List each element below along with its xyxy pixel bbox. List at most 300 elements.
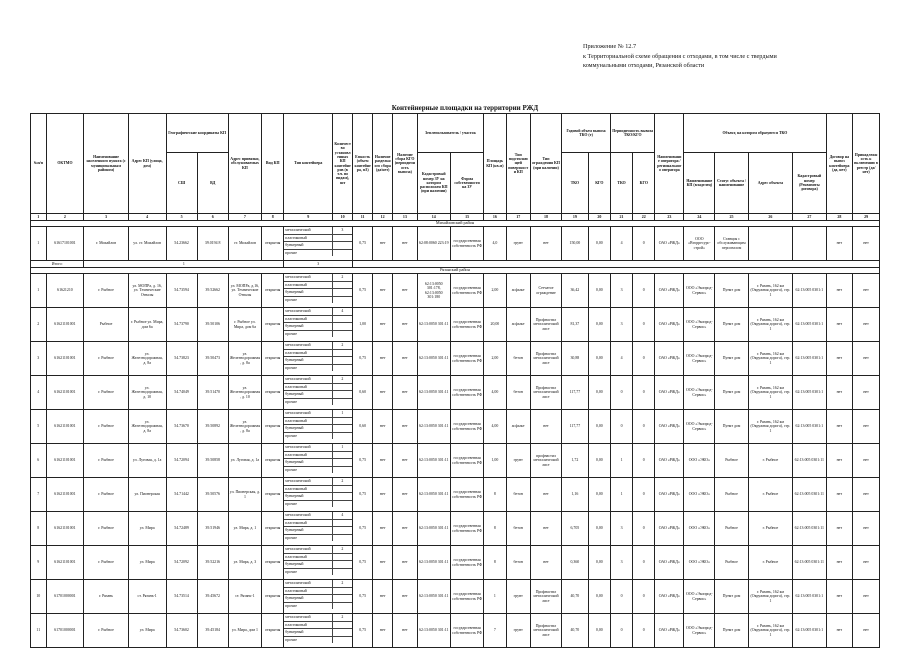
- row-settlement: г. Рыбное: [84, 546, 128, 580]
- column-number: 3: [84, 214, 128, 221]
- row-oktmo: 61621101001: [46, 444, 84, 478]
- row-surface: бетон: [506, 512, 530, 546]
- row-latitude: 54.73602: [166, 614, 197, 648]
- container-count: [332, 622, 353, 629]
- col-operator-header: Наименование оператора / регионального оператора: [655, 114, 684, 214]
- column-number: 4: [128, 214, 166, 221]
- col-tko-header: ТКО: [562, 153, 589, 214]
- container-type-label: металлический: [285, 411, 311, 416]
- row-tko: 81,37: [562, 308, 589, 342]
- table-row: [31, 512, 880, 546]
- container-type-line: [284, 357, 352, 365]
- container-type-line: [284, 452, 352, 460]
- row-contract: 62:13:005 0301:11: [793, 444, 826, 478]
- row-kgo: 0,00: [588, 342, 610, 376]
- container-type-line: [284, 376, 352, 384]
- container-type-list: [284, 376, 353, 410]
- row-source-address: г. Рыбное: [748, 512, 792, 546]
- container-type-line: [284, 274, 352, 282]
- container-type-label: пластиковый: [285, 452, 307, 457]
- row-ownership: государственная собственность РФ: [450, 342, 483, 376]
- row-tko: 117,77: [562, 376, 589, 410]
- row-period-kgo: 0: [633, 376, 655, 410]
- row-source-type: Рыбное: [715, 512, 748, 546]
- container-count: [332, 603, 353, 610]
- total-rest: [353, 261, 880, 268]
- row-separate: нет: [393, 308, 417, 342]
- col-lon-header: ВД: [197, 153, 228, 214]
- row-kgm: нет: [373, 308, 393, 342]
- container-type-label: прочие: [285, 433, 297, 438]
- container-count: [332, 637, 353, 644]
- column-number: 8: [262, 214, 284, 221]
- row-number: 1: [31, 274, 47, 308]
- row-cadastre: 62:13:0050 301:11: [417, 478, 450, 512]
- container-count: 2: [332, 546, 353, 553]
- column-number: 1: [31, 214, 47, 221]
- row-owner: ООО «Экопрод-Сервис»: [684, 410, 715, 444]
- container-type-label: бункерный: [285, 460, 304, 465]
- row-contract: 62:13:005 0301:11: [793, 478, 826, 512]
- container-type-list: [284, 546, 353, 580]
- container-type-line: [284, 444, 352, 452]
- row-operator: ОАО «РЖД»: [655, 274, 684, 308]
- container-type-line: [284, 331, 352, 338]
- row-surface: грунт: [506, 444, 530, 478]
- row-number: 5: [31, 410, 47, 444]
- col-source-address-header: Адрес объекта: [748, 153, 792, 214]
- col-oktmo-header: ОКТМО: [46, 114, 84, 214]
- column-number: 25: [715, 214, 748, 221]
- table-row: [31, 308, 880, 342]
- container-type-line: [284, 242, 352, 250]
- container-count: 2: [332, 274, 353, 281]
- container-type-line: [284, 384, 352, 392]
- row-period-tko: 4: [610, 227, 632, 261]
- col-volume-header: Емкость (объем контейнера, м3): [353, 114, 373, 214]
- row-ownership: государственная собственность РФ: [450, 274, 483, 308]
- col-location-header: Адрес привязки, обслуживаемых КП: [228, 114, 261, 214]
- row-ownership: государственная собственность РФ: [450, 308, 483, 342]
- column-number: 27: [793, 214, 826, 221]
- total-containers: 3: [284, 261, 353, 268]
- container-type-label: прочие: [285, 331, 297, 336]
- container-type-label: металлический: [285, 309, 311, 314]
- container-type-line: [284, 614, 352, 622]
- row-number: 3: [31, 342, 47, 376]
- document-annex-note: [583, 42, 883, 71]
- row-longitude: 39.50892: [197, 410, 228, 444]
- row-kgm: нет: [373, 580, 393, 614]
- row-surface: бетон: [506, 546, 530, 580]
- container-type-line: [284, 425, 352, 433]
- table-row: [31, 580, 880, 614]
- row-oktmo: 61621101001: [46, 308, 84, 342]
- row-source-type: Пункт дом: [715, 274, 748, 308]
- container-type-label: бункерный: [285, 494, 304, 499]
- column-number: 13: [393, 214, 417, 221]
- row-separate: нет: [393, 410, 417, 444]
- container-type-label: металлический: [285, 445, 311, 450]
- container-type-label: прочие: [285, 399, 297, 404]
- row-address: ул. Пионерская: [128, 478, 166, 512]
- column-number: 7: [228, 214, 261, 221]
- row-doc-kp: нет: [826, 274, 853, 308]
- row-kgo: 0,00: [588, 308, 610, 342]
- column-number: 16: [484, 214, 506, 221]
- column-number: 24: [684, 214, 715, 221]
- row-cadastre: 62:08:0060 223:19: [417, 227, 450, 261]
- row-tko: 1,16: [562, 478, 589, 512]
- row-ownership: государственная собственность РФ: [450, 546, 483, 580]
- row-latitude: 54.73594: [166, 274, 197, 308]
- row-separate: нет: [393, 546, 417, 580]
- row-location: г. Рыбное ул. Мира, дом 6а: [228, 308, 261, 342]
- row-fence: нет: [530, 478, 561, 512]
- container-type-label: металлический: [285, 275, 311, 280]
- container-type-line: [284, 554, 352, 562]
- row-doc-reg: нет: [853, 308, 880, 342]
- row-operator: ОАО «РЖД»: [655, 512, 684, 546]
- container-count: [332, 235, 353, 242]
- row-owner: ООО «Экопрод-Сервис»: [684, 580, 715, 614]
- row-surface: бетон: [506, 342, 530, 376]
- row-area: 1: [484, 580, 506, 614]
- column-number: 5: [166, 214, 197, 221]
- row-kgm: нет: [373, 478, 393, 512]
- row-cadastre: 62:13:0050 301:11: [417, 546, 450, 580]
- row-address: ул. Железнодорожная, д. 8а: [128, 410, 166, 444]
- row-source-address: г. Рязань, 162 км (Окружная дорога), стр. 1: [748, 342, 792, 376]
- row-latitude: 54.74049: [166, 376, 197, 410]
- row-surface: грунт: [506, 227, 530, 261]
- row-source-address: г. Рязань, 162 км (Окружная дорога), стр. 1: [748, 376, 792, 410]
- container-type-label: бункерный: [285, 596, 304, 601]
- col-cadastre-header: Кадастровый номер ЗУ на котором расположен КП (при наличии): [417, 153, 450, 214]
- container-type-line: [284, 580, 352, 588]
- row-source-address: г. Рыбное: [748, 478, 792, 512]
- container-count: 4: [332, 308, 353, 315]
- row-address: ул. Железнодорожная, д. 10: [128, 376, 166, 410]
- column-number: 12: [373, 214, 393, 221]
- container-type-label: пластиковый: [285, 418, 307, 423]
- container-type-line: [284, 289, 352, 297]
- row-cadastre: 62:13:0050 301:11: [417, 614, 450, 648]
- container-type-line: [284, 486, 352, 494]
- row-kgo: 0,00: [588, 580, 610, 614]
- container-type-line: [284, 493, 352, 501]
- row-period-tko: 0: [610, 614, 632, 648]
- row-kgo: 0,00: [588, 376, 610, 410]
- row-kgm: нет: [373, 512, 393, 546]
- table-row: [31, 342, 880, 376]
- container-count: [332, 569, 353, 576]
- container-type-line: [284, 629, 352, 637]
- col-kgo-header: КГО: [588, 153, 610, 214]
- row-cadastre: 62:13:0050 301:11: [417, 342, 450, 376]
- container-type-line: [284, 512, 352, 520]
- row-volume: 0,75: [353, 512, 373, 546]
- row-volume: 0,75: [353, 478, 373, 512]
- row-operator: ОАО «РЖД»: [655, 342, 684, 376]
- row-settlement: г. Михайлов: [84, 227, 128, 261]
- row-doc-reg: нет: [853, 342, 880, 376]
- container-type-line: [284, 410, 352, 418]
- column-number: 21: [610, 214, 632, 221]
- row-tko: 1,72: [562, 444, 589, 478]
- container-type-label: прочие: [285, 467, 297, 472]
- row-address: ул. Железнодорожная, д. 8а: [128, 342, 166, 376]
- container-type-line: [284, 569, 352, 576]
- column-number: 6: [197, 214, 228, 221]
- row-doc-reg: нет: [853, 546, 880, 580]
- col-settlement-header: Наименование населенного пункта (с муниципальным районом): [84, 114, 128, 214]
- container-count: [332, 493, 353, 500]
- row-period-tko: 3: [610, 274, 632, 308]
- row-contract: 62:13:005 0301:1: [793, 614, 826, 648]
- container-count: [332, 459, 353, 466]
- row-period-tko: 4: [610, 342, 632, 376]
- row-period-kgo: 0: [633, 478, 655, 512]
- row-settlement: г. Рыбное: [84, 274, 128, 308]
- container-type-line: [284, 527, 352, 535]
- container-type-label: прочие: [285, 501, 297, 506]
- row-fence: Сетчатое ограждение: [530, 274, 561, 308]
- row-doc-reg: нет: [853, 478, 880, 512]
- row-latitude: 54.72489: [166, 512, 197, 546]
- container-type-label: бункерный: [285, 426, 304, 431]
- container-count: 2: [332, 342, 353, 349]
- row-kgo: 0,00: [588, 478, 610, 512]
- row-doc-reg: нет: [853, 580, 880, 614]
- row-kp-type: открытая: [262, 580, 284, 614]
- row-fence: нет: [530, 546, 561, 580]
- container-type-line: [284, 478, 352, 486]
- row-settlement: Рыбное: [84, 308, 128, 342]
- container-type-label: пластиковый: [285, 282, 307, 287]
- row-owner: ООО «Вторресурс-строй»: [684, 227, 715, 261]
- row-kp-type: открытая: [262, 274, 284, 308]
- row-kp-type: открытая: [262, 512, 284, 546]
- row-fence: Профнастил металлический лист: [530, 580, 561, 614]
- row-cadastre: 62:13:0050 301:11: [417, 410, 450, 444]
- row-oktmo: 61621101001: [46, 376, 84, 410]
- column-number: 18: [530, 214, 561, 221]
- row-fence: Профнастил металлический лист: [530, 342, 561, 376]
- row-period-kgo: 0: [633, 308, 655, 342]
- row-source-address: г. Рязань, 162 км (Окружная дорога), стр. 1: [748, 274, 792, 308]
- row-number: 7: [31, 478, 47, 512]
- row-location: ул. МОПРа, д.16, ул. Технические Отвалы: [228, 274, 261, 308]
- row-kgo: 0,00: [588, 410, 610, 444]
- col-period-tko-header: ТКО: [610, 153, 632, 214]
- row-operator: ОАО «РЖД»: [655, 580, 684, 614]
- row-cadastre: 62:13:0050 301:178, 62:13:0050 301:180: [417, 274, 450, 308]
- row-longitude: 39.51470: [197, 376, 228, 410]
- row-period-tko: 3: [610, 308, 632, 342]
- column-number: 19: [562, 214, 589, 221]
- row-area: 2,00: [484, 274, 506, 308]
- row-doc-kp: нет: [826, 376, 853, 410]
- row-fence: нет: [530, 410, 561, 444]
- row-area: 1,00: [484, 444, 506, 478]
- row-settlement: г. Рыбное: [84, 342, 128, 376]
- row-settlement: г. Рыбное: [84, 410, 128, 444]
- container-type-line: [284, 535, 352, 542]
- row-oktmo: 61621101001: [46, 410, 84, 444]
- row-kgm: нет: [373, 444, 393, 478]
- total-count: 1: [84, 261, 284, 268]
- container-count: [332, 588, 353, 595]
- row-settlement: г. Рязань: [84, 580, 128, 614]
- row-area: 8: [484, 478, 506, 512]
- container-type-label: пластиковый: [285, 384, 307, 389]
- container-type-label: пластиковый: [285, 486, 307, 491]
- container-type-line: [284, 316, 352, 324]
- row-owner: ООО «ЭКО»: [684, 546, 715, 580]
- row-separate: нет: [393, 274, 417, 308]
- row-number: 8: [31, 512, 47, 546]
- row-latitude: 54.73514: [166, 580, 197, 614]
- row-volume: 0,60: [353, 410, 373, 444]
- container-type-label: пластиковый: [285, 588, 307, 593]
- container-type-line: [284, 297, 352, 304]
- row-contract: 62:13:005 0301:1: [793, 342, 826, 376]
- row-ownership: государственная собственность РФ: [450, 410, 483, 444]
- row-operator: ОАО «РЖД»: [655, 614, 684, 648]
- total-label: Итого:: [31, 261, 84, 268]
- document-title: Контейнерные площадки на территории РЖД: [391, 104, 539, 112]
- annex-subtitle-line-2: коммунальными отходами, Рязанской области: [583, 62, 705, 69]
- container-type-label: бункерный: [285, 243, 304, 248]
- column-number: 28: [826, 214, 853, 221]
- row-area: 20,00: [484, 308, 506, 342]
- container-type-label: прочие: [285, 637, 297, 642]
- column-number: 9: [284, 214, 333, 221]
- column-number: 2: [46, 214, 84, 221]
- row-separate: нет: [393, 227, 417, 261]
- container-type-line: [284, 459, 352, 467]
- row-surface: асфальт: [506, 308, 530, 342]
- container-type-line: [284, 342, 352, 350]
- row-cadastre: 62:13:0050 301:11: [417, 308, 450, 342]
- row-longitude: 39.52662: [197, 274, 228, 308]
- container-type-label: металлический: [285, 377, 311, 382]
- row-latitude: 54.72094: [166, 444, 197, 478]
- row-period-tko: 0: [610, 376, 632, 410]
- row-operator: ОАО «РЖД»: [655, 478, 684, 512]
- row-period-kgo: 0: [633, 342, 655, 376]
- row-ownership: государственная собственность РФ: [450, 376, 483, 410]
- table-row: [31, 614, 880, 648]
- table-row: [31, 410, 880, 444]
- row-location: ул. Железнодорожная, д. 8а: [228, 342, 261, 376]
- row-source-type: Рыбное: [715, 478, 748, 512]
- container-count: [332, 316, 353, 323]
- container-type-label: прочие: [285, 569, 297, 574]
- row-volume: 0,75: [353, 227, 373, 261]
- row-volume: 0,75: [353, 444, 373, 478]
- container-count: [332, 331, 353, 338]
- row-kp-type: открытая: [262, 614, 284, 648]
- row-ownership: государственная собственность РФ: [450, 478, 483, 512]
- row-surface: асфальт: [506, 410, 530, 444]
- container-count: [332, 289, 353, 296]
- row-oktmo: 61621210: [46, 274, 84, 308]
- row-kgo: 0,00: [588, 614, 610, 648]
- container-type-list: [284, 342, 353, 376]
- container-type-label: металлический: [285, 547, 311, 552]
- row-cadastre: 62:13:0050 301:11: [417, 512, 450, 546]
- container-count: [332, 242, 353, 249]
- container-type-label: пластиковый: [285, 622, 307, 627]
- row-period-kgo: 0: [633, 444, 655, 478]
- container-type-line: [284, 467, 352, 474]
- row-doc-reg: нет: [853, 410, 880, 444]
- row-contract: 62:13:005 0301:11: [793, 512, 826, 546]
- row-tko: 0,360: [562, 546, 589, 580]
- row-area: 4,0: [484, 227, 506, 261]
- row-tko: 40,70: [562, 614, 589, 648]
- row-address: ул. Мира: [128, 512, 166, 546]
- col-ownership-header: Форма собственности на ЗУ: [450, 153, 483, 214]
- container-type-label: прочие: [285, 297, 297, 302]
- row-separate: нет: [393, 512, 417, 546]
- row-kgm: нет: [373, 342, 393, 376]
- row-settlement: г. Рыбное: [84, 512, 128, 546]
- container-type-label: металлический: [285, 479, 311, 484]
- row-owner: ООО «ЭКО»: [684, 478, 715, 512]
- row-source-address: [748, 227, 792, 261]
- row-source-type: Пункт дом: [715, 376, 748, 410]
- row-volume: 1,00: [353, 308, 373, 342]
- container-type-label: металлический: [285, 513, 311, 518]
- row-oktmo: 61621101001: [46, 342, 84, 376]
- row-ownership: государственная собственность РФ: [450, 580, 483, 614]
- row-volume: 0,75: [353, 614, 373, 648]
- column-number: 20: [588, 214, 610, 221]
- row-operator: ОАО «РЖД»: [655, 546, 684, 580]
- col-doc-reg-header: Принадлежность к включению в реестр (да/нет): [853, 114, 880, 214]
- row-oktmo: 61621101001: [46, 478, 84, 512]
- row-owner: ООО «ЭКО»: [684, 444, 715, 478]
- container-type-label: пластиковый: [285, 235, 307, 240]
- row-area: 4,00: [484, 376, 506, 410]
- row-cadastre: 62:13:0050 301:11: [417, 580, 450, 614]
- container-count: [332, 486, 353, 493]
- container-type-label: пластиковый: [285, 554, 307, 559]
- container-type-line: [284, 399, 352, 406]
- row-latitude: 54.71442: [166, 478, 197, 512]
- col-kgo-schedule-header: Наличие сбора КГО (периодичность вывоза): [393, 114, 417, 214]
- row-period-kgo: 0: [633, 614, 655, 648]
- row-settlement: г. Рыбное: [84, 376, 128, 410]
- row-owner: ООО «Экопрод-Сервис»: [684, 614, 715, 648]
- row-kp-type: открытая: [262, 342, 284, 376]
- table-row: [31, 274, 880, 308]
- row-source-type: Пункт дом: [715, 410, 748, 444]
- col-doc-kp-header: Договор на вывоз контейнера (да, нет): [826, 114, 853, 214]
- container-count: [332, 425, 353, 432]
- row-source-type: Пункт дом: [715, 580, 748, 614]
- row-number: 9: [31, 546, 47, 580]
- table-row: [31, 546, 880, 580]
- table-row: [31, 227, 880, 261]
- container-count: [332, 391, 353, 398]
- container-count: [332, 282, 353, 289]
- row-volume: 0,75: [353, 546, 373, 580]
- column-number: 29: [853, 214, 880, 221]
